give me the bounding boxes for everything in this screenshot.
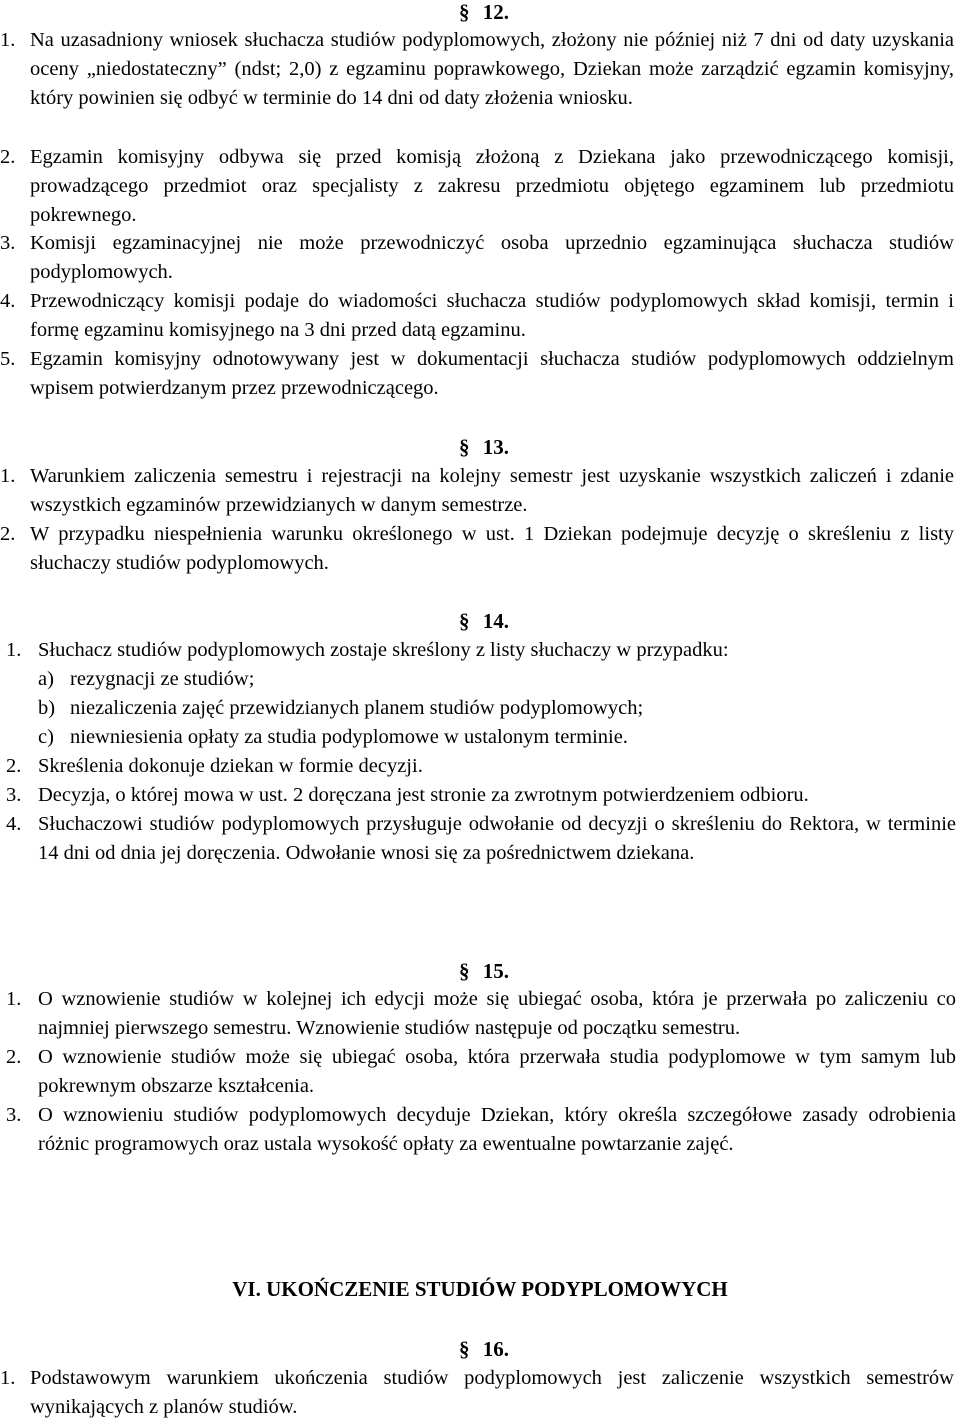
paragraph-12-1: 1. Na uzasadniony wniosek słuchacza studiów podyplomowych, złożony nie później niż 7 dni od daty uzyskania oceny „niedostateczny” (ndst; 2,0) z egzaminu poprawkowego, Dziekan może zarządzić egzamin komisyjny, który powinien się odbyć w terminie do 14 dni od daty złożenia wniosku. — [0, 29, 954, 109]
section-heading-15: § 15. — [459, 959, 509, 983]
paragraph-12-4: 4. Przewodniczący komisji podaje do wiadomości słuchacza studiów podyplomowych skład komisji, termin i formę egzaminu komisyjnego na 3 dni przed datą egzaminu. — [0, 290, 954, 341]
section-15-body — [6, 985, 956, 1159]
list-item: c) niewniesienia opłaty za studia podyplomowe w ustalonym terminie. — [38, 726, 628, 748]
section-heading-14: § 14. — [459, 609, 509, 633]
paragraph-12-2: 2. Egzamin komisyjny odbywa się przed komisją złożoną z Dziekana jako przewodniczącego komisji, prowadzącego przedmiot oraz specjalisty z zakresu przedmiotu objętego egzaminem lub przedmiotu pokrewnego. — [0, 146, 954, 226]
paragraph-15-1: 1. O wznowienie studiów w kolejnej ich edycji może się ubiegać osoba, która je przerwała po zaliczeniu co najmniej pierwszego semestru. Wznowienie studiów następuje od początku semestru. — [6, 988, 956, 1039]
list-item: a) rezygnacji ze studiów; — [38, 668, 255, 690]
paragraph-14-3: 3. Decyzja, o której mowa w ust. 2 doręczana jest stronie za zwrotnym potwierdzeniem odbioru. — [6, 784, 809, 806]
section-heading-12: § 12. — [459, 0, 509, 24]
section-sign-icon: § — [459, 0, 470, 24]
list-14-1-subitems — [6, 665, 956, 752]
paragraph-13-1: 1. Warunkiem zaliczenia semestru i rejestracji na kolejny semestr jest uzyskanie wszystkich zaliczeń i zdanie wszystkich egzaminów przewidzianych w danym semestrze. — [0, 465, 954, 516]
paragraph-14-4: 4. Słuchaczowi studiów podyplomowych przysługuje odwołanie od decyzji o skreśleniu do Rektora, w terminie 14 dni od dnia jej doręczenia. Odwołanie wnosi się za pośrednictwem dziekana. — [6, 813, 956, 864]
section-sign-icon: § — [459, 609, 470, 633]
chapter-heading: VI. UKOŃCZENIE STUDIÓW PODYPLOMOWYCH — [232, 1277, 728, 1301]
paragraph-15-2: 2. O wznowienie studiów może się ubiegać osoba, która przerwała studia podyplomowe w tym samym lub pokrewnym obszarze kształcenia. — [6, 1046, 956, 1097]
section-sign-icon: § — [459, 1337, 470, 1361]
paragraph-16-1: 1. Podstawowym warunkiem ukończenia studiów podyplomowych jest zaliczenie wszystkich semestrów wynikających z planów studiów. — [0, 1367, 954, 1418]
section-sign-icon: § — [459, 435, 470, 459]
section-14-body — [6, 636, 956, 868]
paragraph-12-5: 5. Egzamin komisyjny odnotowywany jest w dokumentacji słuchacza studiów podyplomowych oddzielnym wpisem potwierdzanym przez przewodniczącego. — [0, 348, 954, 399]
section-heading-16: § 16. — [459, 1337, 509, 1361]
paragraph-15-3: 3. O wznowieniu studiów podyplomowych decyduje Dziekan, który określa szczegółowe zasady odrobienia różnic programowych oraz ustala wysokość opłaty za ewentualne powtarzanie zajęć. — [6, 1104, 956, 1155]
paragraph-12-3: 3. Komisji egzaminacyjnej nie może przewodniczyć osoba uprzednio egzaminująca słuchacza studiów podyplomowych. — [0, 232, 954, 283]
section-sign-icon: § — [459, 959, 470, 983]
paragraph-14-1: 1. Słuchacz studiów podyplomowych zostaje skreślony z listy słuchaczy w przypadku: — [6, 639, 729, 661]
section-heading-13: § 13. — [459, 435, 509, 459]
paragraph-14-2: 2. Skreślenia dokonuje dziekan w formie decyzji. — [6, 755, 423, 777]
list-item: b) niezaliczenia zajęć przewidzianych planem studiów podyplomowych; — [38, 697, 644, 719]
paragraph-13-2: 2. W przypadku niespełnienia warunku określonego w ust. 1 Dziekan podejmuje decyzję o skreśleniu z listy słuchaczy studiów podyplomowych. — [0, 523, 954, 574]
